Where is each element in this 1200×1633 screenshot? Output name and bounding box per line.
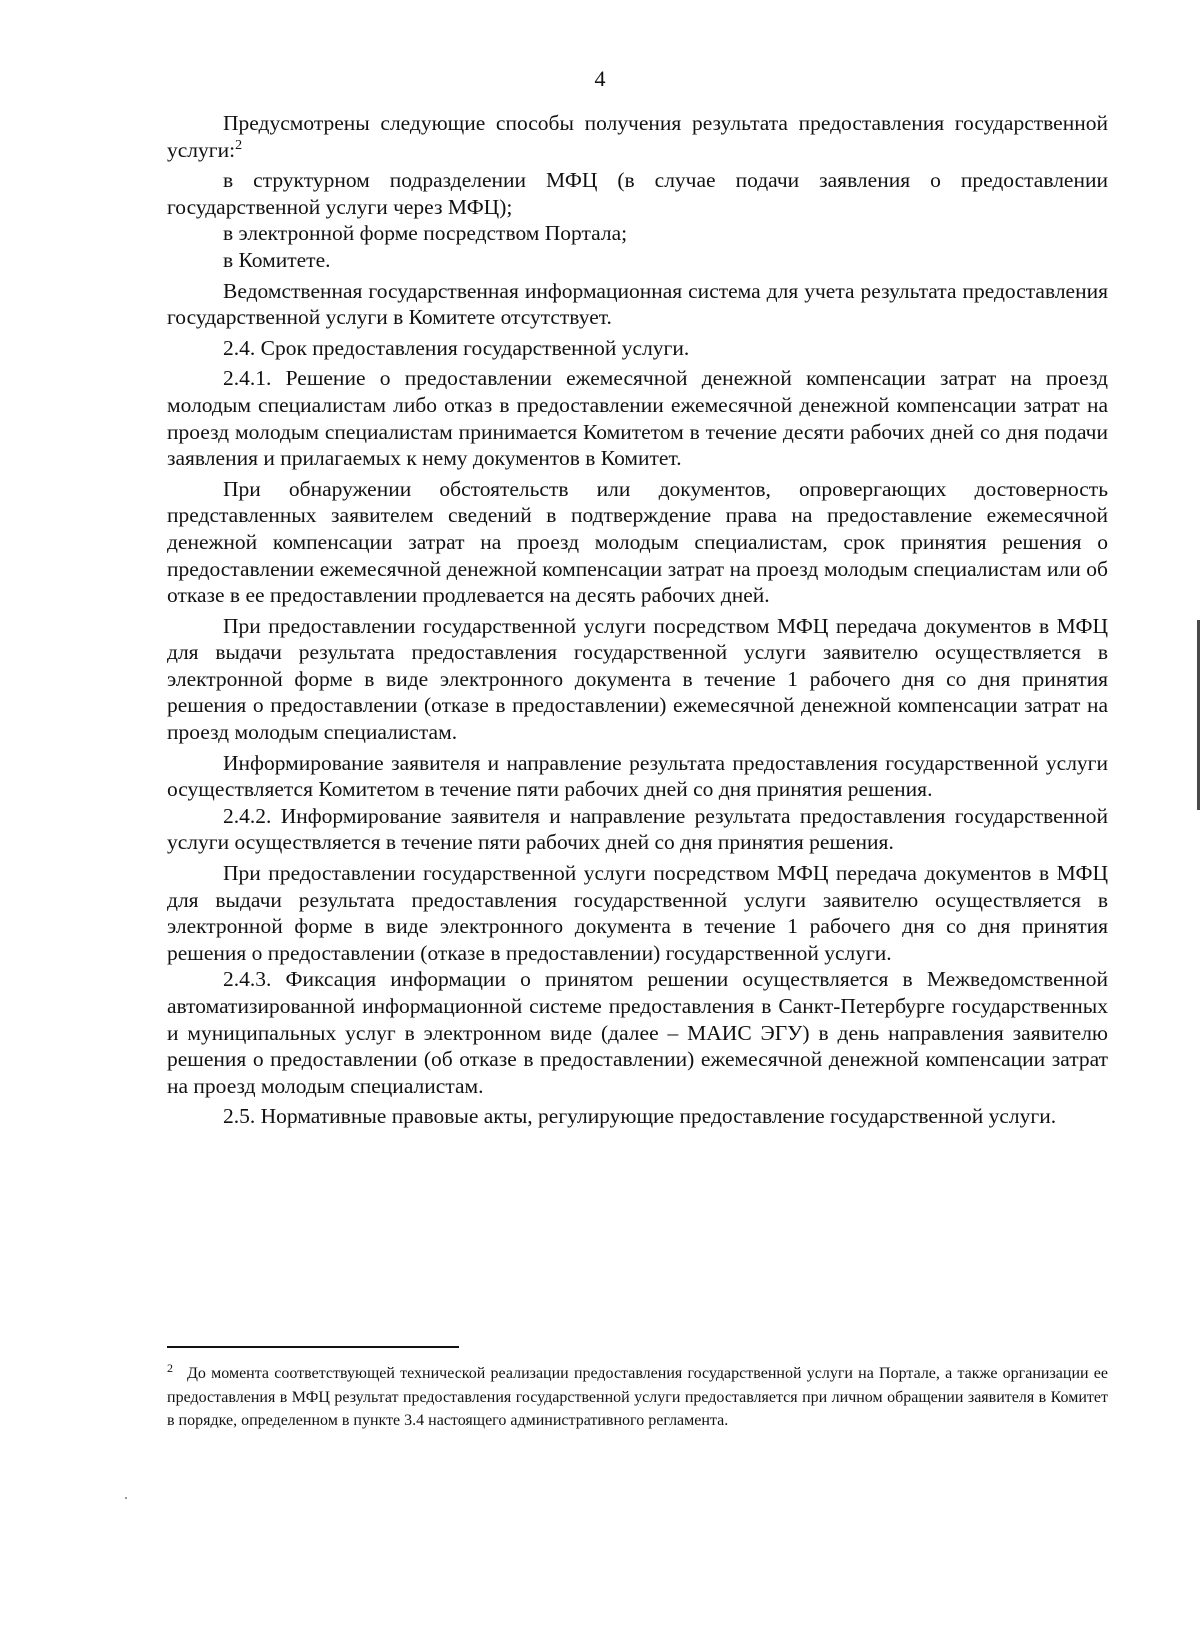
footnote-separator xyxy=(167,1346,459,1348)
scan-speck xyxy=(125,1497,127,1499)
document-body xyxy=(167,110,1108,1130)
footnote-reference: 2 xyxy=(235,137,243,153)
paragraph-mfc-transfer-2: При предоставлении государственной услуги посредством МФЦ передача документов в МФЦ для выдачи результата предоставления государственной услуги заявителю осуществляется в электронной форме в виде электронного документа в течение 1 рабочего дня со дня принятия решения о предоставлении (отказе в предоставлении) государственной услуги. xyxy=(167,861,1108,965)
paragraph-2-4-2: 2.4.2. Информирование заявителя и направление результата предоставления государственной услуги осуществляется в течение пяти рабочих дней со дня принятия решения. xyxy=(167,803,1108,855)
page-number: 4 xyxy=(594,66,606,91)
paragraph-extension: При обнаружении обстоятельств или документов, опровергающих достоверность представленных заявителем сведений в подтверждение права на предоставление ежемесячной денежной компенсации затрат на проезд молодым специалистам, срок принятия решения о предоставлении ежемесячной денежной компенсации затрат на проезд молодым специалистам или об отказе в ее предоставлении продлевается на десять рабочих дней. xyxy=(167,476,1108,608)
paragraph-committee-option: в Комитете. xyxy=(223,247,331,272)
paragraph-2-4-1: 2.4.1. Решение о предоставлении ежемесячной денежной компенсации затрат на проезд молодым специалистам либо отказ в предоставлении ежемесячной денежной компенсации затрат на проезд молодым специалистам принимается Комитетом в течение десяти рабочих дней со дня подачи заявления и прилагаемых к нему документов в Комитет. xyxy=(167,366,1108,471)
paragraph-result-methods xyxy=(167,110,1108,163)
footnote xyxy=(167,1362,1108,1433)
paragraph-mfc-transfer: При предоставлении государственной услуги посредством МФЦ передача документов в МФЦ для выдачи результата предоставления государственной услуги заявителю осуществляется в электронной форме в виде электронного документа в течение 1 рабочего дня со дня принятия решения о предоставлении (отказе в предоставлении) ежемесячной денежной компенсации затрат на проезд молодым специалистам. xyxy=(167,613,1108,745)
footnote-text: До момента соответствующей технической реализации предоставления государственной услуги на Портале, а также организации ее предоставления в МФЦ результат предоставления государственной услуги предоставляется при личном обращении заявителя в Комитет в порядке, определенном в пункте 3.4 настоящего административного регламента. xyxy=(167,1365,1108,1429)
paragraph-information-system: Ведомственная государственная информационная система для учета результата предоставления государственной услуги в Комитете отсутствует. xyxy=(167,278,1108,330)
paragraph-2-4-3: 2.4.3. Фиксация информации о принятом решении осуществляется в Межведомственной автоматизированной информационной системе предоставления в Санкт-Петербурге государственных и муниципальных услуг в электронном виде (далее – МАИС ЭГУ) в день направления заявителю решения о предоставлении (об отказе в предоставлении) ежемесячной денежной компенсации затрат на проезд молодым специалистам. xyxy=(167,967,1108,1098)
paragraph-informing: Информирование заявителя и направление результата предоставления государственной услуги осуществляется Комитетом в течение пяти рабочих дней со дня принятия решения. xyxy=(167,750,1108,802)
paragraph-mfc-option: в структурном подразделении МФЦ (в случае подачи заявления о предоставлении государственной услуги через МФЦ); xyxy=(167,168,1108,219)
section-heading-2-4: 2.4. Срок предоставления государственной услуги. xyxy=(223,335,690,360)
paragraph-text: Предусмотрены следующие способы получения результата предоставления государственной услуги: xyxy=(167,111,1108,162)
paragraph-portal-option: в электронной форме посредством Портала; xyxy=(223,221,628,246)
section-heading-2-5: 2.5. Нормативные правовые акты, регулирующие предоставление государственной услуги. xyxy=(223,1104,1057,1129)
footnote-marker: 2 xyxy=(167,1361,173,1375)
